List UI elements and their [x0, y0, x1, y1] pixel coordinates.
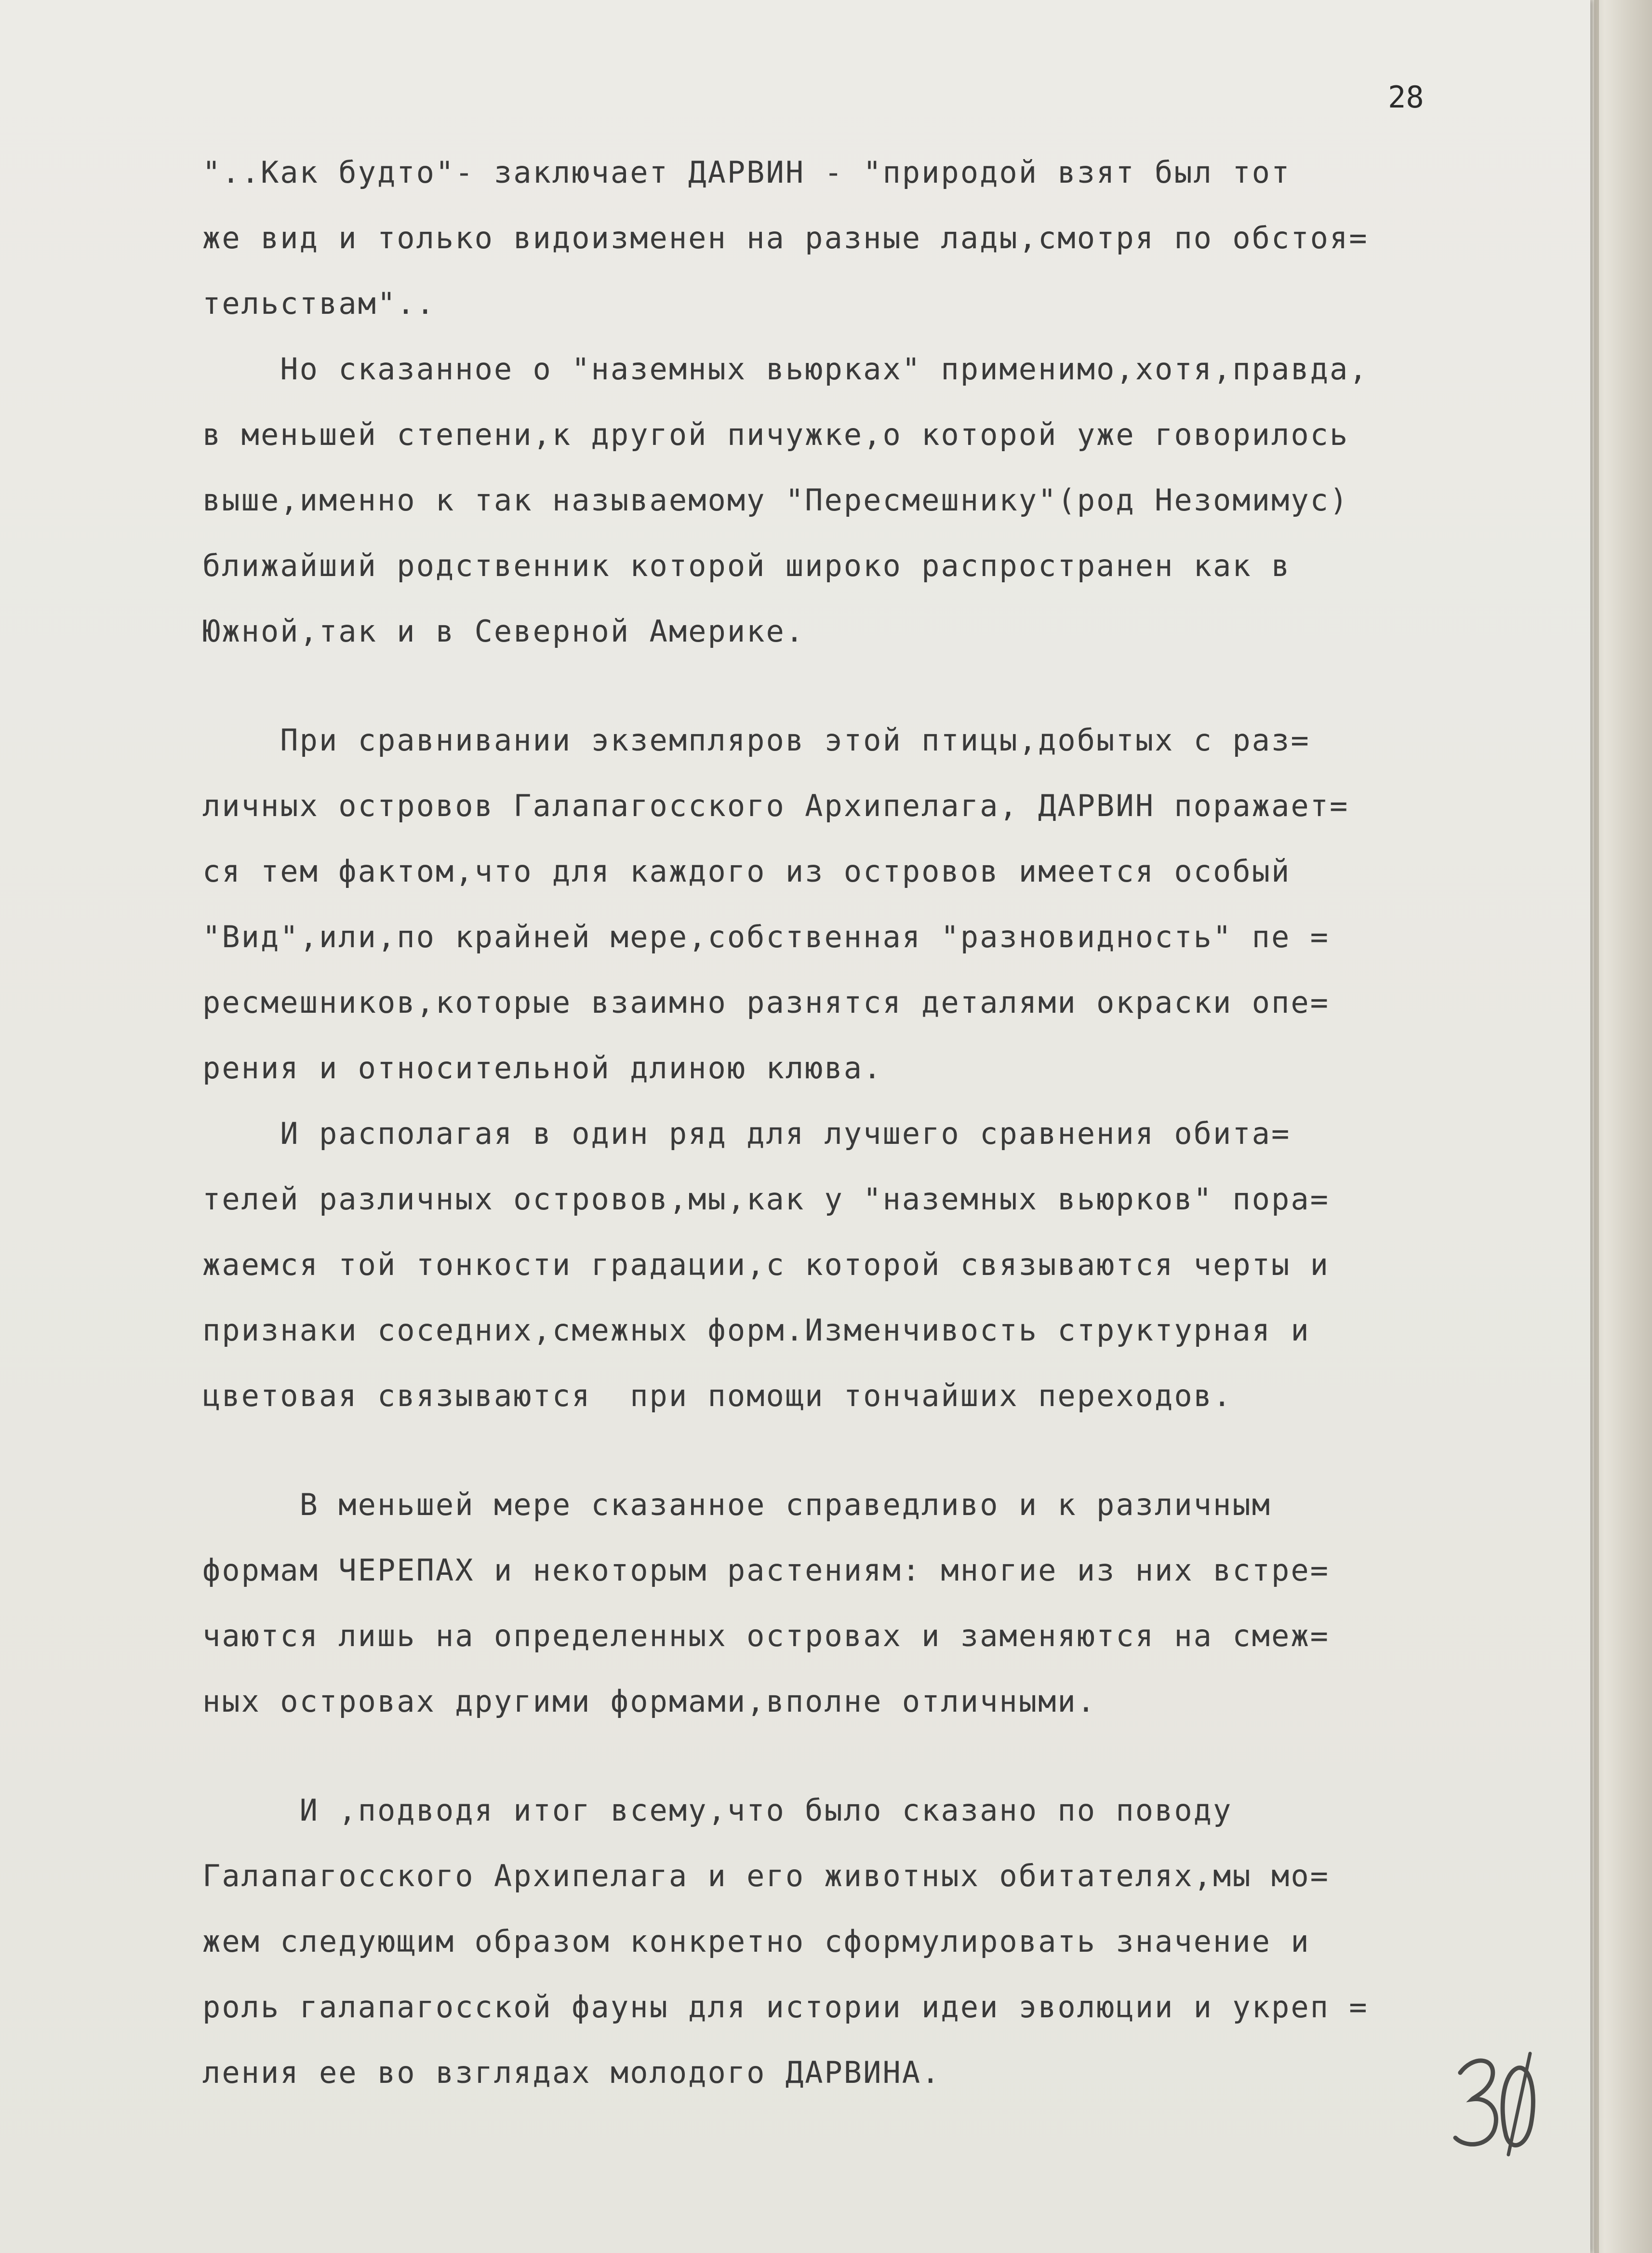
text-line: ресмешников,которые взаимно разнятся деталями окраски опе=	[202, 985, 1330, 1020]
text-line: в меньшей степени,к другой пичужке,о которой уже говорилось	[202, 417, 1349, 452]
text-line: жаемся той тонкости градации,с которой связываются черты и	[202, 1247, 1330, 1282]
paragraph-4	[202, 1101, 1504, 1429]
text-line: выше,именно к так называемому "Пересмешнику"(род Незомимус)	[202, 483, 1349, 518]
text-line: И ,подводя итог всему,что было сказано по поводу	[202, 1793, 1233, 1828]
text-line: формам ЧЕРЕПАХ и некоторым растениям: многие из них встре=	[202, 1553, 1330, 1588]
text-line: цветовая связываются при помощи тончайших переходов.	[202, 1378, 1233, 1413]
page-number: 28	[1388, 80, 1424, 115]
paragraph-gap	[202, 664, 1504, 708]
text-line: ления ее во взглядах молодого ДАРВИНА.	[202, 2055, 941, 2090]
text-line: рения и относительной длиною клюва.	[202, 1050, 883, 1086]
paragraph-1	[202, 140, 1504, 336]
text-line: тельствам"..	[202, 286, 436, 321]
text-line: ближайший родственник которой широко распространен как в	[202, 548, 1291, 583]
text-line: При сравнивании экземпляров этой птицы,добытых с раз=	[202, 723, 1310, 758]
paragraph-3	[202, 708, 1504, 1101]
text-line: Но сказанное о "наземных вьюрках" применимо,хотя,правда,	[202, 351, 1369, 387]
paragraph-5	[202, 1472, 1504, 1734]
text-line: Южной,так и в Северной Америке.	[202, 614, 805, 649]
paragraph-6	[202, 1778, 1504, 2105]
text-line: чаются лишь на определенных островах и заменяются на смеж=	[202, 1618, 1330, 1653]
paragraph-2	[202, 336, 1504, 664]
text-line: жем следующим образом конкретно сформулировать значение и	[202, 1924, 1310, 1959]
text-line: Галапагосского Архипелага и его животных обитателях,мы мо=	[202, 1858, 1330, 1893]
paragraph-gap	[202, 1734, 1504, 1778]
text-line: В меньшей мере сказанное справедливо и к различным	[202, 1487, 1271, 1522]
text-line: же вид и только видоизменен на разные лады,смотря по обстоя=	[202, 220, 1369, 255]
text-line: ся тем фактом,что для каждого из островов имеется особый	[202, 854, 1291, 889]
sheet-edge	[1594, 0, 1599, 2253]
paragraph-gap	[202, 1429, 1504, 1472]
body-text	[202, 140, 1504, 2105]
text-line: "..Как будто"- заключает ДАРВИН - "природой взят был тот	[202, 155, 1291, 190]
handwritten-folio-number	[1446, 2044, 1542, 2159]
text-line: роль галапагосской фауны для истории идеи эволюции и укреп =	[202, 1989, 1369, 2025]
text-line: ных островах другими формами,вполне отличными.	[202, 1684, 1097, 1719]
text-line: признаки соседних,смежных форм.Изменчивость структурная и	[202, 1313, 1310, 1348]
text-line: И располагая в один ряд для лучшего сравнения обита=	[202, 1116, 1291, 1151]
text-line: "Вид",или,по крайней мере,собственная "разновидность" пе =	[202, 919, 1330, 954]
text-line: личных островов Галапагосского Архипелага, ДАРВИН поражает=	[202, 788, 1349, 823]
text-line: телей различных островов,мы,как у "наземных вьюрков" пора=	[202, 1181, 1330, 1217]
